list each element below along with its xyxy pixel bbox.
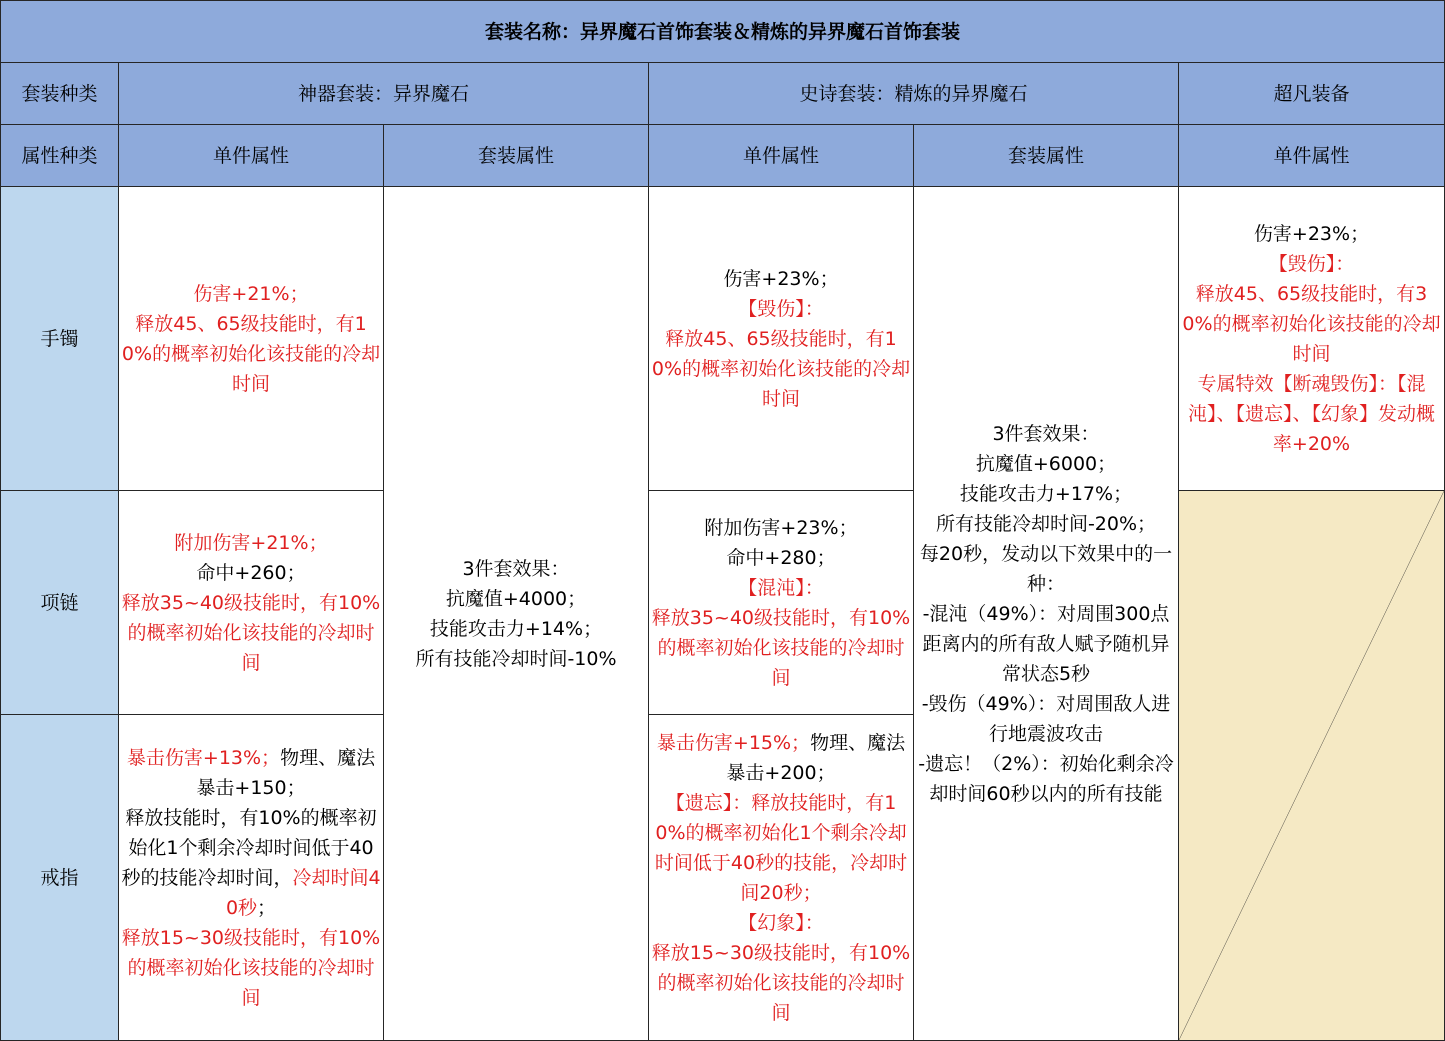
set-type-label: 套装种类 [1,63,119,125]
attr-text: 释放15~30级技能时，有10%的概率初始化该技能的冷却时间 [651,941,911,1024]
table-title: 套装名称：异界魔石首饰套装＆精炼的异界魔石首饰套装 [1,1,1445,63]
attr-text: 释放35~40级技能时，有10%的概率初始化该技能的冷却时间 [651,606,911,689]
attr-text: 暴击伤害+13%； [126,746,281,769]
set-effect-line: 抗魔值+4000； [445,587,587,610]
attr-text: 暴击伤害+15%； [656,731,811,754]
epic-set-attr-header: 套装属性 [914,125,1179,187]
attr-text: 专属特效【断魂毁伤】：【混沌】、【遗忘】、【幻象】发动概率+20% [1188,373,1436,455]
attr-text: 命中+260； [196,561,306,584]
empty-diagonal-cell [1179,491,1445,1041]
attr-text: 命中+280； [726,546,836,569]
attr-text: 【毁伤】： [738,297,824,320]
epic-necklace-cell [649,491,914,715]
attr-text: 伤害+21%； [193,282,309,305]
artifact-set-attr-header: 套装属性 [384,125,649,187]
attr-text: 释放45、65级技能时，有30%的概率初始化该技能的冷却时间 [1182,283,1441,365]
set-effect-line: -遗忘！（2%）：初始化剩余冷却时间60秒以内的所有技能 [918,752,1174,805]
set-effect-line: 3件套效果： [462,557,570,580]
attr-text: 附加伤害+23%； [704,516,858,539]
epic-single-attr-header: 单件属性 [649,125,914,187]
artifact-ring-cell [119,715,384,1041]
epic-set-header: 史诗套装：精炼的异界魔石 [649,63,1179,125]
attr-type-label: 属性种类 [1,125,119,187]
artifact-set-header: 神器套装：异界魔石 [119,63,649,125]
epic-set-effect-cell [914,187,1179,1041]
attr-text: 【混沌】： [738,576,824,599]
attr-text: 物理、魔法暴击+200； [726,731,906,784]
attr-text: 【毁伤】： [1268,253,1355,275]
transcendent-header: 超凡装备 [1179,63,1445,125]
attr-text: 物理、魔法暴击+150； [196,746,376,799]
transcendent-bracelet-cell [1179,187,1445,491]
attr-text: 释放35~40级技能时，有10%的概率初始化该技能的冷却时间 [121,591,381,674]
epic-bracelet-cell [649,187,914,491]
attr-text: 伤害+23%； [1253,223,1370,245]
attr-text: 冷却时间40秒 [225,866,381,919]
set-effect-line: 所有技能冷却时间-10% [415,647,617,670]
attr-text: 释放15~30级技能时，有10%的概率初始化该技能的冷却时间 [121,926,381,1009]
artifact-bracelet-cell [119,187,384,491]
attr-text: 【幻象】： [738,911,824,934]
epic-ring-cell [649,715,914,1041]
artifact-set-effect-cell [384,187,649,1041]
attr-text: 附加伤害+21%； [174,531,328,554]
artifact-necklace-cell [119,491,384,715]
attr-text: 释放技能时，有10%的概率初始化1个剩余冷却时间低于40秒的技能冷却时间， [121,806,377,889]
set-effect-line: 抗魔值+6000； [975,452,1117,475]
set-effect-line: -毁伤（49%）：对周围敌人进行地震波攻击 [921,692,1171,745]
set-effect-line: 所有技能冷却时间-20%； [935,512,1157,535]
attr-text: 释放45、65级技能时，有10%的概率初始化该技能的冷却时间 [121,312,381,395]
attr-text: 释放45、65级技能时，有10%的概率初始化该技能的冷却时间 [651,327,911,410]
artifact-single-attr-header: 单件属性 [119,125,384,187]
attr-text: 伤害+23%； [723,267,839,290]
diagonal-line [1179,491,1444,1040]
set-effect-line: 每20秒，发动以下效果中的一种： [919,542,1173,595]
slot-necklace: 项链 [1,491,119,715]
attr-text: ； [257,896,277,919]
set-effect-line: 技能攻击力+14%； [429,617,603,640]
slot-ring: 戒指 [1,715,119,1041]
transcendent-single-attr-header: 单件属性 [1179,125,1445,187]
set-effect-line: 3件套效果： [992,422,1100,445]
attr-text: 【遗忘】：释放技能时，有10%的概率初始化1个剩余冷却时间低于40秒的技能，冷却时间20秒； [654,791,908,904]
slot-bracelet: 手镯 [1,187,119,491]
set-effect-line: -混沌（49%）：对周围300点距离内的所有敌人赋予随机异常状态5秒 [922,602,1170,685]
set-effect-line: 技能攻击力+17%； [959,482,1133,505]
